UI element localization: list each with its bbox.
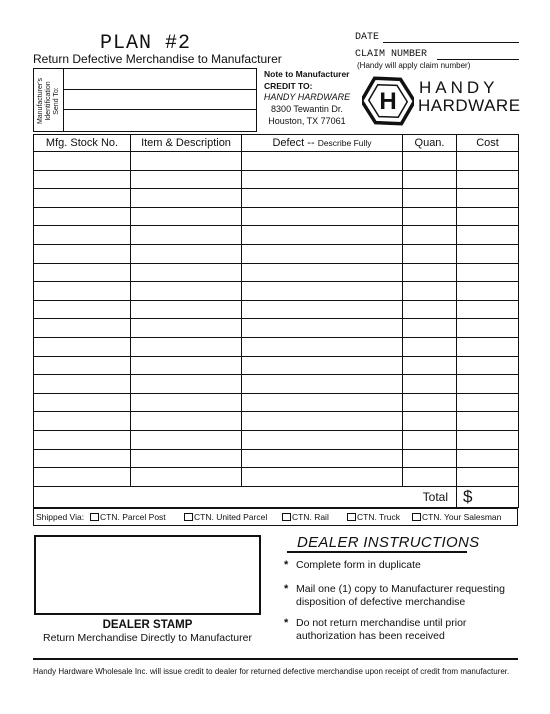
col-header-quan: Quan. [403,135,457,152]
stock-cell[interactable] [34,282,131,301]
checkbox-icon[interactable] [347,513,356,521]
dealer-instructions-title: DEALER INSTRUCTIONS [297,534,480,551]
item-cell[interactable] [131,263,242,282]
stock-cell[interactable] [34,300,131,319]
instruction-item-2 [284,583,505,609]
cost-cell[interactable] [457,263,519,282]
logo-letter: H [379,88,397,115]
item-cell[interactable] [131,282,242,301]
quan-cell[interactable] [403,152,457,171]
send-to-line-2[interactable] [64,109,256,110]
stock-cell[interactable] [34,226,131,245]
item-cell[interactable] [131,244,242,263]
item-cell[interactable] [131,170,242,189]
credit-street: 8300 Tewantin Dr. [271,104,343,114]
checkbox-icon[interactable] [412,513,421,521]
stock-cell[interactable] [34,244,131,263]
defect-cell[interactable] [242,207,403,226]
instruction-text: Do not return merchandise until prior [296,617,467,629]
cost-cell[interactable] [457,300,519,319]
ship-option-label: CTN. Truck [357,512,400,522]
logo-word-handy: HANDY [419,78,499,97]
bullet-star-icon: * [284,559,289,571]
cost-cell[interactable] [457,207,519,226]
item-cell[interactable] [131,189,242,208]
table-row [34,356,519,375]
quan-cell[interactable] [403,170,457,189]
checkbox-icon[interactable] [184,513,193,521]
dealer-stamp-subtitle: Return Merchandise Directly to Manufacturer [43,632,252,644]
stock-cell[interactable] [34,170,131,189]
defect-cell[interactable] [242,412,403,431]
instruction-item-3 [284,617,467,643]
quan-cell[interactable] [403,375,457,394]
cost-cell[interactable] [457,170,519,189]
table-row [34,337,519,356]
quan-cell[interactable] [403,282,457,301]
stock-cell[interactable] [34,430,131,449]
shipped-via-row [33,508,518,526]
quan-cell[interactable] [403,300,457,319]
item-cell[interactable] [131,449,242,468]
quan-cell[interactable] [403,337,457,356]
credit-to-label: CREDIT TO: [264,81,313,91]
stock-cell[interactable] [34,337,131,356]
ship-option-label: CTN. Rail [292,512,329,522]
claim-number-field[interactable] [437,59,519,60]
cost-cell[interactable] [457,337,519,356]
instructions-divider [287,551,467,553]
total-row [34,486,519,507]
table-row [34,412,519,431]
ship-option-rail[interactable] [282,512,329,522]
defect-cell[interactable] [242,449,403,468]
stock-cell[interactable] [34,393,131,412]
table-row [34,375,519,394]
quan-cell[interactable] [403,263,457,282]
stock-cell[interactable] [34,449,131,468]
defect-cell[interactable] [242,226,403,245]
bullet-star-icon: * [284,617,289,629]
table-row [34,170,519,189]
item-cell[interactable] [131,356,242,375]
defect-cell[interactable] [242,170,403,189]
defect-cell[interactable] [242,300,403,319]
quan-cell[interactable] [403,207,457,226]
quan-cell[interactable] [403,449,457,468]
stock-cell[interactable] [34,189,131,208]
quan-cell[interactable] [403,189,457,208]
table-row [34,393,519,412]
defect-cell[interactable] [242,263,403,282]
date-label: DATE [355,32,380,43]
cost-cell[interactable] [457,189,519,208]
table-row [34,300,519,319]
cost-cell[interactable] [457,412,519,431]
cost-cell[interactable] [457,244,519,263]
defect-cell[interactable] [242,337,403,356]
stock-cell[interactable] [34,152,131,171]
items-table [33,134,519,508]
col-header-cost: Cost [457,135,519,152]
item-cell[interactable] [131,152,242,171]
stock-cell[interactable] [34,263,131,282]
bullet-star-icon: * [284,583,289,595]
cost-cell[interactable] [457,319,519,338]
send-to-line-1[interactable] [64,89,256,90]
table-row [34,430,519,449]
claim-note: (Handy will apply claim number) [357,61,471,70]
cost-cell[interactable] [457,393,519,412]
table-row [34,189,519,208]
quan-cell[interactable] [403,430,457,449]
form-subtitle: Return Defective Merchandise to Manufacturer [33,52,282,66]
item-cell[interactable] [131,337,242,356]
table-row [34,152,519,171]
defect-header-text: Defect -- [272,137,315,149]
cost-cell[interactable] [457,375,519,394]
total-cost-field[interactable]: $ [457,486,519,507]
cost-cell[interactable] [457,226,519,245]
note-to-manufacturer: Note to Manufacturer [264,69,350,79]
item-cell[interactable] [131,319,242,338]
table-row [34,282,519,301]
table-row [34,449,519,468]
ship-option-truck[interactable] [347,512,400,522]
col-header-item: Item & Description [131,135,242,152]
item-cell[interactable] [131,300,242,319]
item-cell[interactable] [131,468,242,487]
checkbox-icon[interactable] [90,513,99,521]
defect-cell[interactable] [242,375,403,394]
table-row [34,319,519,338]
col-header-defect [242,135,403,152]
plan-title: PLAN #2 [100,32,192,55]
ship-option-label: CTN. Your Salesman [422,512,502,522]
stock-cell[interactable] [34,412,131,431]
defect-cell[interactable] [242,430,403,449]
defect-cell[interactable] [242,244,403,263]
table-row [34,263,519,282]
quan-cell[interactable] [403,393,457,412]
total-spacer [34,486,403,507]
footer-text: Handy Hardware Wholesale Inc. will issue credit to dealer for returned defective merchandise upon receipt of credit from manufacturer. [33,667,510,676]
quan-cell[interactable] [403,356,457,375]
defect-cell[interactable] [242,468,403,487]
stock-cell[interactable] [34,356,131,375]
item-cell[interactable] [131,430,242,449]
credit-company: HANDY HARDWARE [263,92,351,102]
quan-cell[interactable] [403,468,457,487]
instruction-text: Mail one (1) copy to Manufacturer requesting [296,583,505,595]
cost-cell[interactable] [457,282,519,301]
col-header-stock: Mfg. Stock No. [34,135,131,152]
checkbox-icon[interactable] [282,513,291,521]
instruction-text: Complete form in duplicate [296,559,421,571]
table-row [34,468,519,487]
side-label-line-3: Send To: [53,87,60,115]
footer-divider [33,658,518,660]
manufacturer-side-label [34,69,64,131]
cost-cell[interactable] [457,430,519,449]
ship-option-label: CTN. Parcel Post [100,512,166,522]
shipped-via-label: Shipped Via: [36,512,85,522]
defect-header-note: Describe Fully [317,138,372,148]
credit-city: Houston, TX 77061 [268,116,346,126]
cost-cell[interactable] [457,356,519,375]
instruction-text-cont: authorization has been received [296,630,445,642]
quan-cell[interactable] [403,226,457,245]
table-header-row [34,135,519,152]
ship-option-united-parcel[interactable] [184,512,267,522]
table-row [34,244,519,263]
cost-cell[interactable] [457,449,519,468]
cost-cell[interactable] [457,468,519,487]
total-label: Total [403,486,457,507]
table-row [34,207,519,226]
claim-number-label: CLAIM NUMBER [355,49,428,60]
stock-cell[interactable] [34,375,131,394]
defect-cell[interactable] [242,319,403,338]
defect-cell[interactable] [242,152,403,171]
cost-cell[interactable] [457,152,519,171]
item-cell[interactable] [131,393,242,412]
quan-cell[interactable] [403,244,457,263]
manufacturer-send-to-box [33,68,257,132]
item-cell[interactable] [131,375,242,394]
quan-cell[interactable] [403,319,457,338]
logo-word-hardware: HARDWARE [418,96,521,115]
defect-cell[interactable] [242,356,403,375]
stock-cell[interactable] [34,468,131,487]
item-cell[interactable] [131,226,242,245]
defect-cell[interactable] [242,393,403,412]
dealer-stamp-title: DEALER STAMP [102,619,193,631]
table-row [34,226,519,245]
item-cell[interactable] [131,207,242,226]
quan-cell[interactable] [403,412,457,431]
handy-hardware-logo-icon [362,74,414,128]
item-cell[interactable] [131,412,242,431]
defect-cell[interactable] [242,189,403,208]
date-field[interactable] [383,42,519,43]
defect-cell[interactable] [242,282,403,301]
ship-option-parcel-post[interactable] [90,512,166,522]
dealer-stamp-box[interactable] [34,535,261,615]
stock-cell[interactable] [34,319,131,338]
ship-option-salesman[interactable] [412,512,501,522]
ship-option-label: CTN. United Parcel [194,512,268,522]
instruction-text-cont: disposition of defective merchandise [296,596,466,608]
side-label-line-2: Identification [45,81,52,121]
stock-cell[interactable] [34,207,131,226]
side-label-line-1: Manufacturer's [37,77,44,125]
instruction-item-1 [284,559,421,572]
